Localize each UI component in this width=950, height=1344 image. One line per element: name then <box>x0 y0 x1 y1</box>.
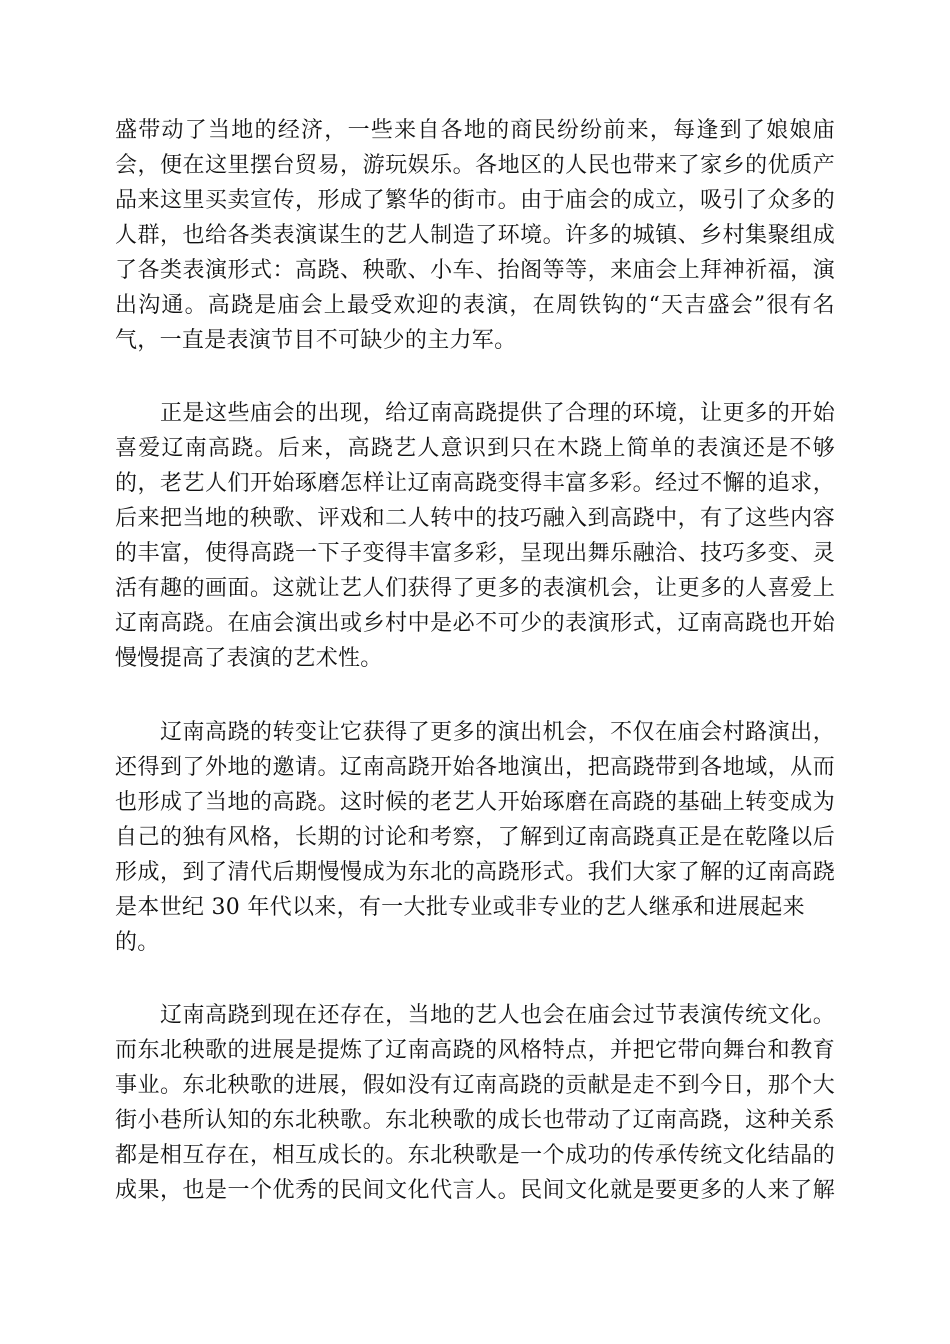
text-line: 正是这些庙会的出现，给辽南高跷提供了合理的环境，让更多的开始 <box>115 401 835 426</box>
text-line: 街小巷所认知的东北秧歌。东北秧歌的成长也带动了辽南高跷，这种关系 <box>115 1108 835 1133</box>
text-line: 品来这里买卖宣传，形成了繁华的街市。由于庙会的成立，吸引了众多的 <box>115 188 835 213</box>
text-line: 气，一直是表演节目不可缺少的主力军。 <box>115 328 517 353</box>
text-line: 事业。东北秧歌的进展，假如没有辽南高跷的贡献是走不到今日，那个大 <box>115 1073 835 1098</box>
text-line: 的，老艺人们开始琢磨怎样让辽南高跷变得丰富多彩。经过不懈的追求， <box>115 471 835 496</box>
text-line: 辽南高跷。在庙会演出或乡村中是必不可少的表演形式，辽南高跷也开始 <box>115 611 835 636</box>
text-line: 出沟通。高跷是庙会上最受欢迎的表演，在周铁钩的“天吉盛会”很有名 <box>115 293 835 318</box>
text-line: 也形成了当地的高跷。这时候的老艺人开始琢磨在高跷的基础上转变成为 <box>115 790 835 815</box>
paragraph-stilts-transformation <box>115 715 835 960</box>
text-line: 活有趣的画面。这就让艺人们获得了更多的表演机会，让更多的人喜爱上 <box>115 576 835 601</box>
text-line: 了各类表演形式：高跷、秧歌、小车、抬阁等等，来庙会上拜神祈福，演 <box>115 258 835 283</box>
text-line: 人群，也给各类表演谋生的艺人制造了环境。许多的城镇、乡村集聚组成 <box>115 223 835 248</box>
text-line: 都是相互存在，相互成长的。东北秧歌是一个成功的传承传统文化结晶的 <box>115 1143 835 1168</box>
text-line: 而东北秧歌的进展是提炼了辽南高跷的风格特点，并把它带向舞台和教育 <box>115 1038 835 1063</box>
paragraph-stilts-enrichment <box>115 396 835 676</box>
text-line: 的丰富，使得高跷一下子变得丰富多彩，呈现出舞乐融洽、技巧多变、灵 <box>115 541 835 566</box>
text-line: 会，便在这里摆台贸易，游玩娱乐。各地区的人民也带来了家乡的优质产 <box>115 153 835 178</box>
text-line: 辽南高跷到现在还存在，当地的艺人也会在庙会过节表演传统文化。 <box>115 1003 835 1028</box>
paragraph-temple-fair-economy <box>115 113 835 358</box>
text-line: 盛带动了当地的经济，一些来自各地的商民纷纷前来，每逢到了娘娘庙 <box>115 118 835 143</box>
text-line: 后来把当地的秧歌、评戏和二人转中的技巧融入到高跷中，有了这些内容 <box>115 506 835 531</box>
text-line: 的。 <box>115 930 160 955</box>
text-line: 还得到了外地的邀请。辽南高跷开始各地演出，把高跷带到各地域，从而 <box>115 755 835 780</box>
text-line: 形成，到了清代后期慢慢成为东北的高跷形式。我们大家了解的辽南高跷 <box>115 860 835 885</box>
text-line: 是本世纪 30 年代以来，有一大批专业或非专业的艺人继承和进展起来 <box>115 895 805 920</box>
paragraph-yangge-relationship <box>115 998 835 1208</box>
text-line: 慢慢提高了表演的艺术性。 <box>115 646 383 671</box>
text-line: 喜爱辽南高跷。后来，高跷艺人意识到只在木跷上简单的表演还是不够 <box>115 436 835 461</box>
text-line: 辽南高跷的转变让它获得了更多的演出机会，不仅在庙会村路演出， <box>115 720 835 745</box>
text-line: 自己的独有风格，长期的讨论和考察，了解到辽南高跷真正是在乾隆以后 <box>115 825 835 850</box>
text-line: 成果，也是一个优秀的民间文化代言人。民间文化就是要更多的人来了解 <box>115 1178 835 1203</box>
